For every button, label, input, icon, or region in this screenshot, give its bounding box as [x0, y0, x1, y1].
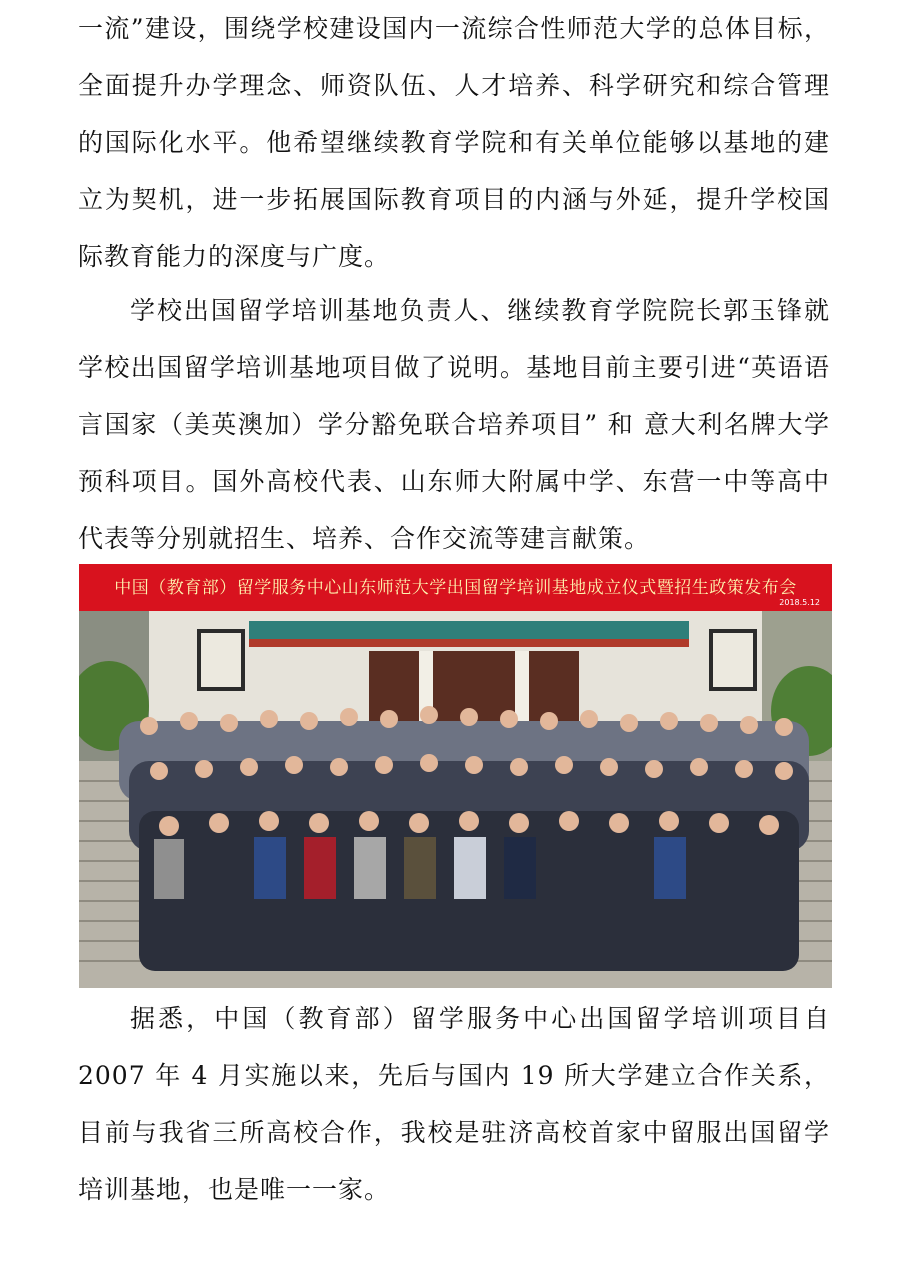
- paragraph-project-description: 学校出国留学培训基地负责人、继续教育学院院长郭玉锋就学校出国留学培训基地项目做了说明。基地目前主要引进“英语语言国家（美英澳加）学分豁免联合培养项目” 和 意大利名牌大学预科项目。国外高校代表、山东师大附属中学、东营一中等高中代表等分别就招生、培养、合作交流等建言献策。: [78, 296, 830, 553]
- photo-banner-title: 中国（教育部）留学服务中心山东师范大学出国留学培训基地成立仪式暨招生政策发布会: [114, 578, 797, 598]
- paragraph-background-info: 据悉，中国（教育部）留学服务中心出国留学培训项目自2007 年 4 月实施以来，先后与国内 19 所大学建立合作关系，目前与我省三所高校合作，我校是驻济高校首家中留服出国留学培训基地，也是唯一一家。: [78, 1004, 830, 1204]
- paragraph-speech-summary: 一流”建设，围绕学校建设国内一流综合性师范大学的总体目标，全面提升办学理念、师资队伍、人才培养、科学研究和综合管理的国际化水平。他希望继续教育学院和有关单位能够以基地的建立为契机，进一步拓展国际教育项目的内涵与外延，提升学校国际教育能力的深度与广度。: [78, 14, 830, 271]
- photo-date-stamp: 2018.5.12: [779, 598, 820, 607]
- group-photo: [79, 564, 832, 988]
- photo-banner: [79, 564, 832, 611]
- group-photo-scene: [79, 611, 832, 988]
